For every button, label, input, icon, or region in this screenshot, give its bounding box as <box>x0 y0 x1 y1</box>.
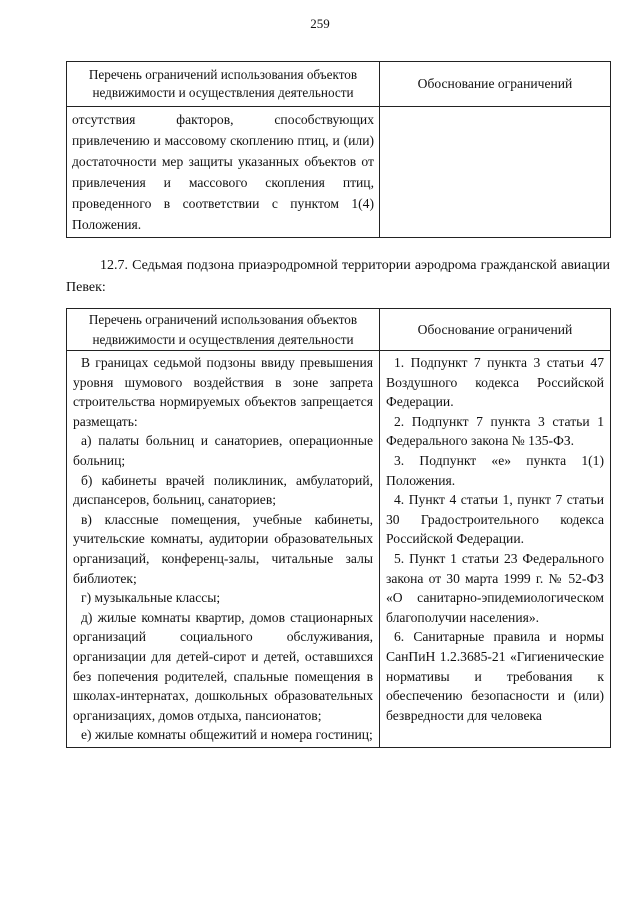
header-justification: Обоснование ограничений <box>380 62 611 107</box>
justification-paragraph: 2. Подпункт 7 пункта 3 статьи 1 Федерального закона № 135-ФЗ. <box>386 413 604 449</box>
restriction-cell <box>67 351 380 748</box>
restrictions-table-subzone-7 <box>66 308 611 748</box>
restriction-paragraph: а) палаты больниц и санаториев, операционные больниц; <box>73 433 373 468</box>
restriction-paragraph: е) жилые комнаты общежитий и номера гостиниц; <box>81 727 373 743</box>
restriction-cell: отсутствия факторов, способствующих привлечению и массовому скоплению птиц, и (или) достаточности мер защиты указанных объектов от привлечения и массового скопления птиц, проведенного в соответствии с пунктом 1(4) Положения. <box>67 107 380 238</box>
table-header-row <box>67 62 611 107</box>
table-header-row <box>67 309 611 351</box>
table-row <box>67 107 611 238</box>
restriction-paragraph: в) классные помещения, учебные кабинеты, учительские комнаты, аудитории образовательных организаций, конференц-залы, читальные залы библиотек; <box>73 511 373 586</box>
justification-paragraph: 6. Санитарные правила и нормы СанПиН 1.2.3685-21 «Гигиенические нормативы и требования к обеспечению безопасности и (или) безвредности для человека <box>386 629 604 723</box>
restriction-paragraph: г) музыкальные классы; <box>81 590 221 606</box>
header-justification: Обоснование ограничений <box>380 309 611 351</box>
restriction-paragraph: В границах седьмой подзоны ввиду превышения уровня шумового воздействия в зоне запрета строительства нормируемых объектов запрещается размещать: <box>73 355 373 429</box>
justification-paragraph: 1. Подпункт 7 пункта 3 статьи 47 Воздушного кодекса Российской Федерации. <box>386 355 604 410</box>
justification-cell <box>380 107 611 238</box>
justification-paragraph: 4. Пункт 4 статьи 1, пункт 7 статьи 30 Градостроительного кодекса Российской Федерации. <box>386 492 604 547</box>
justification-paragraph: 5. Пункт 1 статьи 23 Федерального закона от 30 марта 1999 г. № 52-ФЗ «О санитарно-эпидемиологическом благополучии населения». <box>386 550 604 625</box>
header-restrictions: Перечень ограничений использования объектов недвижимости и осуществления деятельности <box>67 62 380 107</box>
page-number: 259 <box>310 16 330 31</box>
justification-cell <box>380 351 611 748</box>
justification-paragraph: 3. Подпункт «е» пункта 1(1) Положения. <box>386 452 604 488</box>
table-row <box>67 351 611 748</box>
restriction-paragraph: д) жилые комнаты квартир, домов стационарных организаций социального обслуживания, организации для детей-сирот и детей, оставшихся без попечения родителей, спальные помещения в школах-интернатах, дошкольных образовательных организациях, домов отдыха, пансионатов; <box>73 609 373 723</box>
section-heading: 12.7. Седьмая подзона приаэродромной территории аэродрома гражданской авиации Певек: <box>66 258 610 295</box>
header-restrictions: Перечень ограничений использования объектов недвижимости и осуществления деятельности <box>67 309 380 351</box>
restriction-paragraph: б) кабинеты врачей поликлиник, амбулаторий, диспансеров, больниц, санаториев; <box>73 472 373 508</box>
restrictions-table-continued <box>66 61 611 238</box>
